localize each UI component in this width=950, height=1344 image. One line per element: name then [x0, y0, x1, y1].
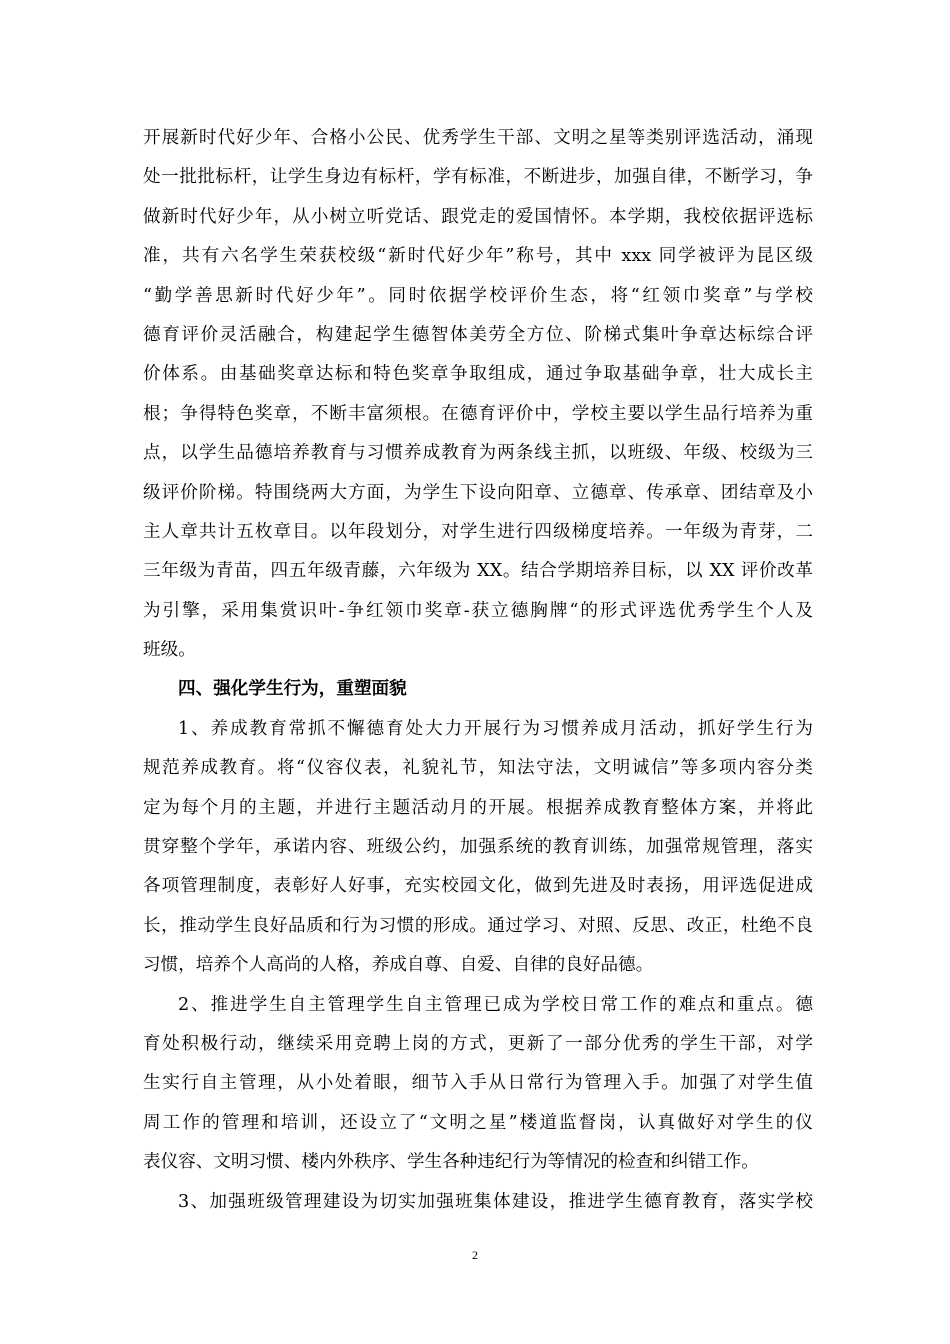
text-line: 开展新时代好少年、合格小公民、优秀学生干部、文明之星等类别评选活动，涌现	[143, 128, 813, 148]
text-line: 做新时代好少年，从小树立听党话、跟党走的爱国情怀。本学期，我校依据评选标	[143, 206, 813, 227]
text-line: 处一批批标杆，让学生身边有标杆，学有标准，不断进步，加强自律，不断学习，争	[143, 167, 813, 188]
text-line: 价体系。由基础奖章达标和特色奖章争取组成，通过争取基础争章，壮大成长主	[143, 364, 813, 385]
text-line: 主人章共计五枚章目。以年段划分，对学生进行四级梯度培养。一年级为青芽，二	[143, 521, 813, 542]
text-line: 准，共有六名学生荣获校级“新时代好少年”称号，其中 xxx 同学被评为昆区级	[143, 246, 813, 267]
body-text	[143, 119, 813, 1222]
text-line: 周工作的管理和培训，还设立了“文明之星”楼道监督岗，认真做好对学生的仪	[143, 1112, 813, 1133]
text-line: 规范养成教育。将“仪容仪表，礼貌礼节，知法守法，文明诚信”等多项内容分类	[143, 758, 813, 779]
text-line: 生实行自主管理，从小处着眼，细节入手从日常行为管理入手。加强了对学生值	[143, 1073, 813, 1094]
text-line: 级评价阶梯。特围绕两大方面，为学生下设向阳章、立德章、传承章、团结章及小	[143, 482, 813, 503]
section-heading: 四、强化学生行为，重塑面貌	[178, 679, 407, 700]
text-line: 表仪容、文明习惯、楼内外秩序、学生各种违纪行为等情况的检查和纠错工作。	[143, 1152, 759, 1173]
text-line: “勤学善思新时代好少年”。同时依据学校评价生态，将“红领巾奖章”与学校	[143, 285, 813, 306]
page-number: 2	[472, 1248, 478, 1262]
text-line: 习惯，培养个人高尚的人格，养成自尊、自爱、自律的良好品德。	[143, 955, 654, 976]
text-line: 育处积极行动，继续采用竞聘上岗的方式，更新了一部分优秀的学生干部，对学	[143, 1033, 813, 1054]
text-line: 点，以学生品德培养教育与习惯养成教育为两条线主抓，以班级、年级、校级为三	[143, 443, 813, 464]
paragraph-first-line: 2、推进学生自主管理学生自主管理已成为学校日常工作的难点和重点。德	[178, 994, 813, 1015]
paragraph-first-line: 1、养成教育常抓不懈德育处大力开展行为习惯养成月活动，抓好学生行为	[178, 718, 813, 739]
paragraph-first-line: 3、加强班级管理建设为切实加强班集体建设，推进学生德育教育，落实学校	[178, 1191, 813, 1212]
text-line: 长，推动学生良好品质和行为习惯的形成。通过学习、对照、反思、改正，杜绝不良	[143, 915, 813, 936]
text-line: 定为每个月的主题，并进行主题活动月的开展。根据养成教育整体方案，并将此	[143, 797, 813, 818]
text-line: 班级。	[143, 640, 196, 661]
text-line: 三年级为青苗，四五年级青藤，六年级为 XX。结合学期培养目标，以 XX 评价改革	[143, 561, 813, 582]
text-line: 为引擎，采用集赏识叶-争红领巾奖章-获立德胸牌“的形式评选优秀学生个人及	[143, 600, 813, 621]
text-line: 德育评价灵活融合，构建起学生德智体美劳全方位、阶梯式集叶争章达标综合评	[143, 324, 813, 345]
text-line: 根；争得特色奖章，不断丰富须根。在德育评价中，学校主要以学生品行培养为重	[143, 403, 813, 424]
text-line: 贯穿整个学年，承诺内容、班级公约，加强系统的教育训练，加强常规管理，落实	[143, 837, 813, 858]
text-line: 各项管理制度，表彰好人好事，充实校园文化，做到先进及时表扬，用评选促进成	[143, 876, 813, 897]
